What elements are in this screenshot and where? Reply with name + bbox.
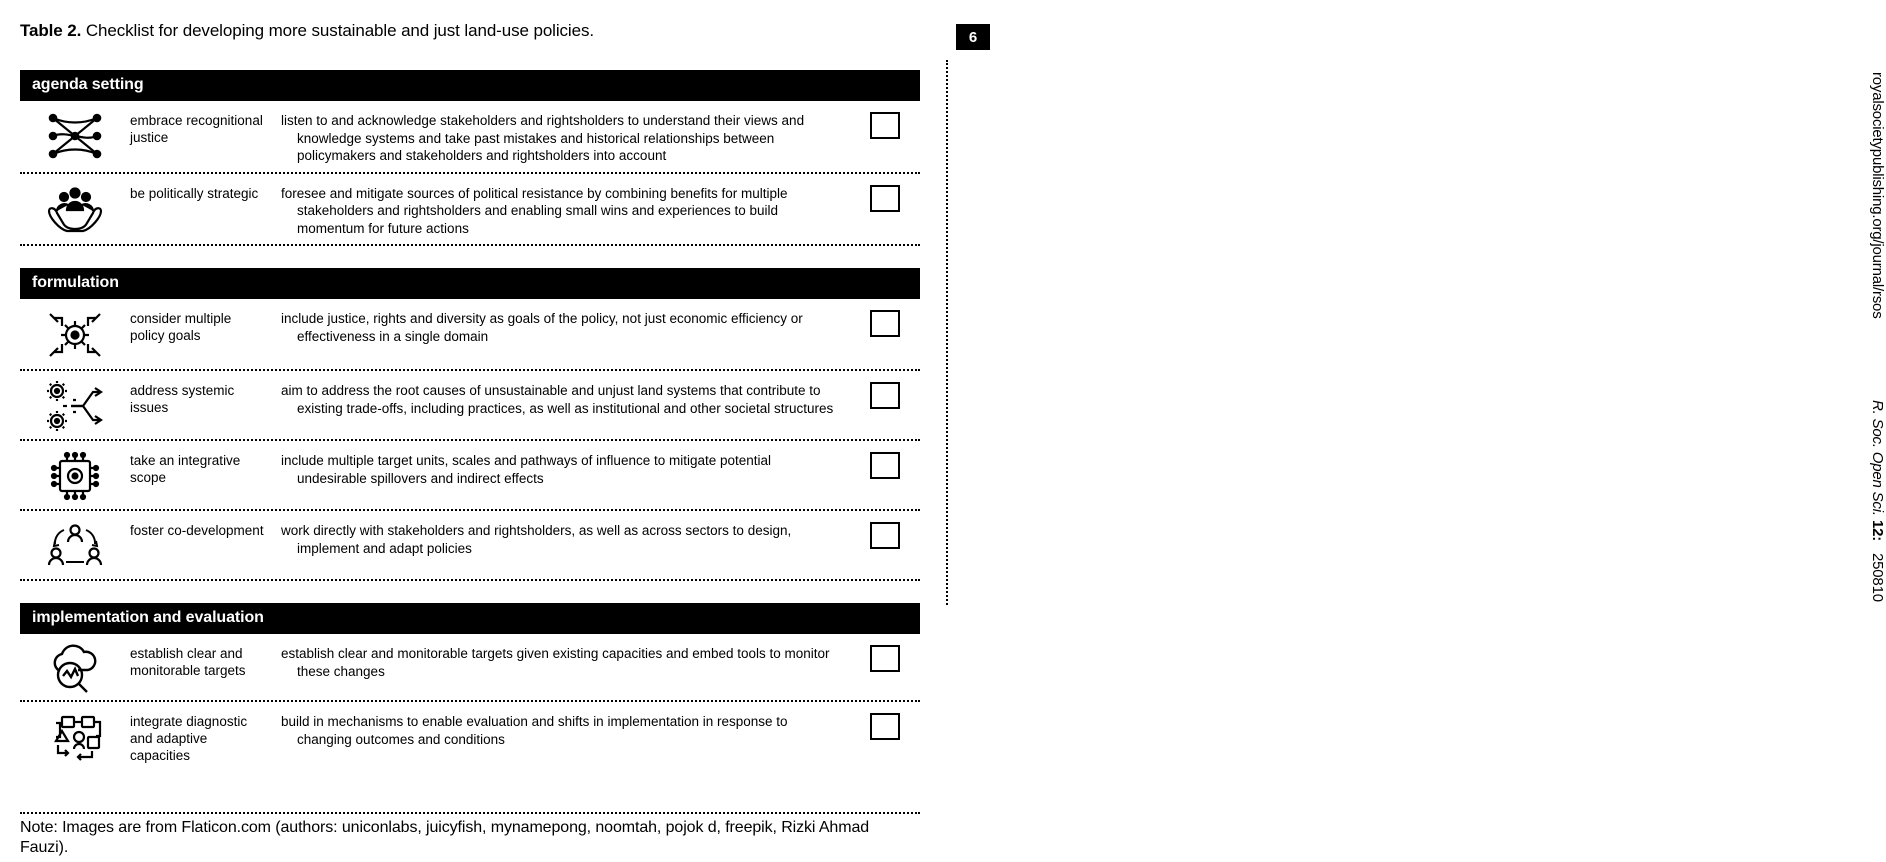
checkbox[interactable]	[870, 185, 900, 212]
row-action-label: address systemic issues	[130, 383, 235, 415]
row-checkbox-cell	[850, 518, 920, 549]
note-divider	[20, 812, 920, 814]
checklist-table	[20, 70, 920, 771]
row-action-label: foster co-development	[130, 523, 264, 538]
row-action-label: embrace recognitional justice	[130, 113, 263, 145]
checkbox[interactable]	[870, 522, 900, 549]
checkbox[interactable]	[870, 382, 900, 409]
row-checkbox-cell	[850, 181, 920, 212]
table-row	[20, 299, 920, 371]
row-checkbox-cell	[850, 108, 920, 139]
row-description: establish clear and monitorable targets given existing capacities and embed tools to monitor these changes	[281, 646, 830, 679]
table-row	[20, 634, 920, 702]
section-header-formulation: formulation	[20, 268, 920, 299]
row-description: include multiple target units, scales and pathways of influence to mitigate potential undesirable spillovers and indirect effects	[281, 453, 772, 486]
chip-network-icon	[20, 448, 130, 502]
table-row	[20, 702, 920, 771]
row-action-label: integrate diagnostic and adaptive capacities	[130, 714, 248, 763]
table-label: Table 2.	[20, 21, 82, 40]
section-header-implementation-and-evaluation: implementation and evaluation	[20, 603, 920, 634]
row-description: listen to and acknowledge stakeholders and rightsholders to understand their views and knowledge systems and take past mistakes and historical relationships between policymakers and stakeholders and rightsholders into account	[281, 113, 805, 163]
row-action-label: take an integrative scope	[130, 453, 241, 485]
table-row	[20, 174, 920, 247]
checkbox[interactable]	[870, 713, 900, 740]
sidebar-divider	[946, 60, 948, 605]
table-caption-text: Checklist for developing more sustainable and just land-use policies.	[85, 21, 594, 40]
checkbox[interactable]	[870, 112, 900, 139]
cloud-analytics-icon	[20, 641, 130, 693]
checkbox[interactable]	[870, 310, 900, 337]
journal-name: R. Soc. Open Sci.	[1869, 400, 1886, 516]
row-description: build in mechanisms to enable evaluation and shifts in implementation in response to changing outcomes and conditions	[281, 714, 788, 747]
checkbox[interactable]	[870, 645, 900, 672]
article-number: 250810	[1869, 553, 1886, 602]
checkbox[interactable]	[870, 452, 900, 479]
row-action-label: consider multiple policy goals	[130, 311, 232, 343]
gear-arrows-icon	[20, 306, 130, 362]
row-checkbox-cell	[850, 641, 920, 672]
section-spacer	[20, 246, 920, 268]
hands-holding-people-icon	[20, 181, 130, 233]
section-spacer	[20, 581, 920, 603]
table-note: Note: Images are from Flaticon.com (authors: uniconlabs, juicyfish, mynamepong, noomtah, pojok d, freepik, Rizki Ahmad Fauzi).	[20, 819, 870, 856]
table-row	[20, 371, 920, 441]
row-action-label: establish clear and monitorable targets	[130, 646, 246, 678]
row-description: work directly with stakeholders and rightsholders, as well as across sectors to design, implement and adapt policies	[281, 523, 792, 556]
row-description: include justice, rights and diversity as goals of the policy, not just economic efficiency or effectiveness in a single domain	[281, 311, 803, 344]
row-checkbox-cell	[850, 709, 920, 740]
table-row	[20, 101, 920, 174]
gears-flow-icon	[20, 378, 130, 432]
row-checkbox-cell	[850, 306, 920, 337]
network-nodes-icon	[20, 108, 130, 162]
table-caption	[20, 20, 920, 42]
diagnostic-shapes-icon	[20, 709, 130, 763]
page-sidebar: 6 royalsocietypublishing.org/journal/rsos R. Soc. Open Sci. 12: 250810	[938, 0, 1000, 862]
row-description: foresee and mitigate sources of political resistance by combining benefits for multiple stakeholders and rightsholders and enabling small wins and experiences to build momentum for future actions	[281, 185, 788, 236]
people-collaboration-icon	[20, 518, 130, 572]
row-checkbox-cell	[850, 378, 920, 409]
table-row	[20, 511, 920, 581]
row-checkbox-cell	[850, 448, 920, 479]
row-action-label: be politically strategic	[130, 185, 259, 201]
journal-volume: 12:	[1869, 520, 1886, 542]
row-description: aim to address the root causes of unsustainable and unjust land systems that contribute to existing trade-offs, including practices, as well as institutional and other societal structures	[281, 383, 834, 416]
table-row	[20, 441, 920, 511]
section-header-agenda-setting: agenda setting	[20, 70, 920, 101]
page-number: 6	[956, 24, 990, 50]
